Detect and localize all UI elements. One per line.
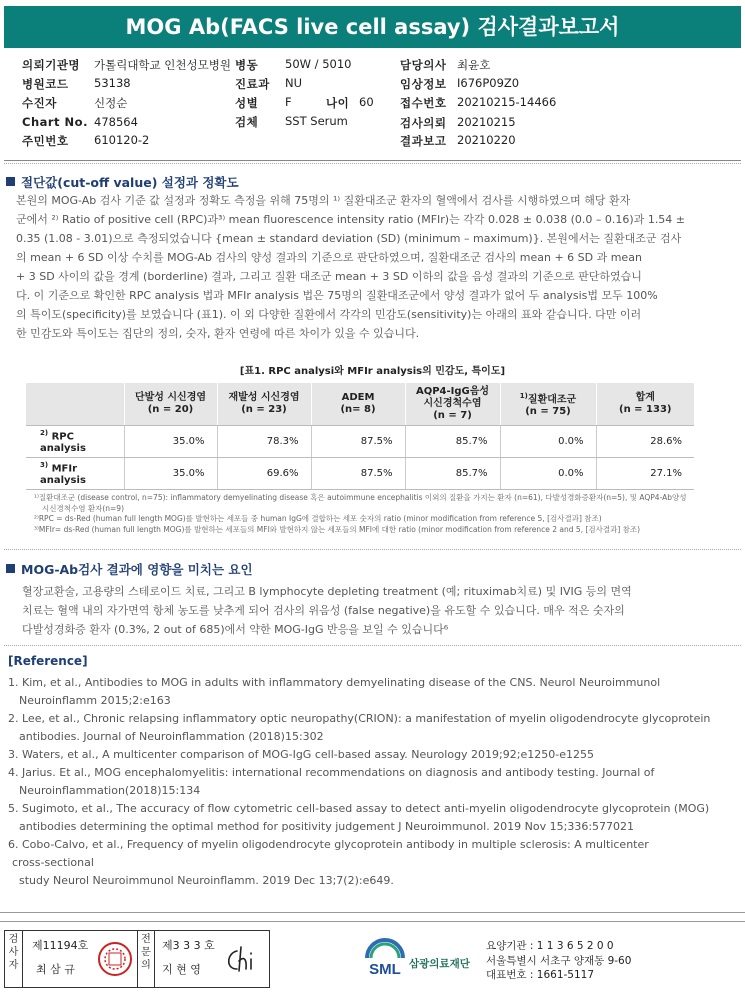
section-cutoff-heading bbox=[6, 173, 239, 191]
reference-list bbox=[8, 674, 738, 890]
physician-label: 담당의사 bbox=[400, 58, 447, 72]
org-address: 서울특별시 서초구 양재동 9-60 bbox=[486, 954, 632, 967]
reference-item-cont: study Neurol Neuroimmunol Neuroinflamm. 2019 Dec 13;7(2):e649. bbox=[19, 874, 394, 887]
sex: F bbox=[285, 95, 292, 109]
hospital-code: 53138 bbox=[94, 76, 131, 90]
row-label: MFIr analysis bbox=[40, 463, 86, 486]
table-cell: 35.0% bbox=[124, 426, 217, 458]
org-contact bbox=[486, 939, 631, 983]
requesting-org: 가톨릭대학교 인천성모병원 bbox=[94, 58, 231, 72]
reference-item: 5. Sugimoto, et al., The accuracy of flow cytometric cell-based assay to detect anti-myelin oligodendrocyte glycoprotein (MOG) bbox=[8, 802, 710, 815]
section-cutoff-heading-text: 절단값(cut-off value) 설정과 정확도 bbox=[21, 175, 239, 190]
hospital-code-label: 병원코드 bbox=[22, 77, 69, 91]
header-line: 단발성 시신경염 bbox=[134, 392, 207, 403]
examinee-label: 수진자 bbox=[22, 96, 57, 110]
table-header-cell bbox=[124, 383, 217, 426]
paragraph-line: 군에서 ²⁾ Ratio of positive cell (RPC)과³⁾ mean fluorescence intensity ratio (MFIr)는 각각 0.028 ± 0.038 (0.0 – 0.16)과 1.54 ± bbox=[16, 213, 686, 226]
receipt-label: 접수번호 bbox=[400, 96, 447, 110]
row-header bbox=[26, 426, 124, 458]
header-line: (n = 20) bbox=[147, 404, 194, 415]
physician: 최윤호 bbox=[457, 58, 491, 72]
specialist-vertical-label bbox=[137, 931, 155, 987]
header-line: 재발성 시신경염 bbox=[228, 392, 300, 403]
signature-icon bbox=[223, 943, 265, 977]
table-cell: 69.6% bbox=[217, 458, 311, 490]
section-factors-heading-text: MOG-Ab검사 결과에 영향을 미치는 요인 bbox=[21, 562, 253, 577]
footer-divider bbox=[0, 921, 745, 922]
reference-item: 6. Cobo-Calvo, et al., Frequency of myelin oligodendrocyte glycoprotein antibody in multiple sclerosis: A multicenter bbox=[8, 838, 649, 851]
org-phone: 대표번호 : 1661-5117 bbox=[486, 969, 595, 981]
footnote-marker: 1) bbox=[519, 391, 528, 400]
specialist-license: 제3 3 3 호 bbox=[162, 939, 215, 952]
signature-box bbox=[4, 930, 270, 988]
table-cell: 85.7% bbox=[405, 426, 500, 458]
vertical-char: 자 bbox=[8, 960, 19, 971]
org-code: 요양기관 : 1 1 3 6 5 2 0 0 bbox=[486, 940, 614, 952]
footnote: 시신경척수염 환자(n=9) bbox=[42, 503, 125, 513]
specimen-label: 검체 bbox=[235, 115, 259, 129]
examinee: 신정순 bbox=[94, 96, 128, 110]
paragraph-line: 의 mean + 6 SD 이상 수치를 MOG-Ab 검사의 양성 결과의 기준으로 판단하였으며, 질환대조군 검사의 mean + 6 SD 과 mean bbox=[16, 251, 642, 264]
table-header-cell bbox=[311, 383, 405, 426]
paragraph-line: 본원의 MOG-Ab 검사 기준 값 설정과 정확도 측정을 위해 75명의 ¹⁾ 질환대조군 환자의 혈액에서 검사를 시행하였으며 해당 환자 bbox=[16, 194, 631, 207]
seal-stamp-icon bbox=[95, 939, 135, 979]
table-cell: 78.3% bbox=[217, 426, 311, 458]
examiner-vertical-label bbox=[5, 931, 23, 987]
specialist-name: 지 현 영 bbox=[162, 963, 201, 976]
table-cell: 0.0% bbox=[500, 458, 596, 490]
sex-label: 성별 bbox=[235, 96, 259, 110]
examiner-name: 최 삼 규 bbox=[36, 963, 75, 976]
age-label: 나이 bbox=[326, 96, 350, 110]
table-row bbox=[26, 458, 694, 490]
sensitivity-table bbox=[26, 383, 694, 490]
table-caption: [표1. RPC analysi와 MFIr analysis의 민감도, 특이도] bbox=[239, 366, 506, 377]
logo-mark: SML bbox=[369, 961, 401, 978]
table-cell: 85.7% bbox=[405, 458, 500, 490]
footnote: ¹⁾질환대조군 (disease control, n=75): inflammatory demyelinating disease 혹은 autoimmune encephalitis 이외의 질환을 가지는 환자 (n=61), 다발성경화증환자(n=5), 및 AQP4-Ab양성 bbox=[34, 493, 687, 502]
section-cutoff-body bbox=[16, 191, 704, 343]
paragraph-line: 혈장교환술, 고용량의 스테로이드 치료, 그리고 B lymphocyte depleting treatment (예; rituximab치료) 및 IVIG 등의 면역 bbox=[22, 585, 632, 598]
reference-item: 2. Lee, et al., Chronic relapsing inflammatory optic neuropathy(CRION): a manifestation of myelin oligodendrocyte glycoprotein bbox=[8, 712, 711, 725]
dept-label: 진료과 bbox=[235, 77, 270, 91]
table-header-cell bbox=[596, 383, 694, 426]
clinical: I676P09Z0 bbox=[457, 76, 520, 90]
vertical-char: 검 bbox=[8, 934, 19, 945]
paragraph-line: 다. 이 기준으로 확인한 RPC analysis 법과 MFIr analysis 법은 75명의 질환대조군에서 양성 결과가 없어 두 analysis법 모두 100% bbox=[16, 289, 658, 302]
header-line: (n = 133) bbox=[619, 404, 672, 415]
table-header-row bbox=[26, 383, 694, 426]
vertical-char: 문 bbox=[141, 947, 151, 958]
chart-label: Chart No. bbox=[22, 115, 88, 129]
footnote-marker: 2) bbox=[40, 429, 49, 438]
request-date-label: 검사의뢰 bbox=[400, 116, 447, 130]
reference-item-cont: Neuroinflammation(2018)15:134 bbox=[19, 784, 201, 797]
paragraph-line: 한 민감도와 특이도는 집단의 정의, 숫자, 환자 연령에 따른 차이가 있을 수 있습니다. bbox=[16, 327, 420, 340]
divider-dotted bbox=[4, 163, 741, 164]
order-label: 주민번호 bbox=[22, 134, 69, 148]
table-header-cell bbox=[405, 383, 500, 426]
header-line: (n = 23) bbox=[241, 404, 287, 415]
header-line: ADEM bbox=[341, 392, 375, 403]
paragraph-line: 치료는 혈액 내의 자가면역 항체 농도를 낮추게 되어 검사의 위음성 (false negative)을 유도할 수 있습니다. 매우 적은 숫자의 bbox=[22, 604, 625, 617]
table-cell: 0.0% bbox=[500, 426, 596, 458]
clinical-label: 임상정보 bbox=[400, 77, 447, 91]
request-date: 20210215 bbox=[457, 115, 516, 129]
table-cell: 35.0% bbox=[124, 458, 217, 490]
age: 60 bbox=[359, 95, 374, 109]
header-line: 질환대조군 bbox=[527, 394, 577, 406]
square-bullet-icon bbox=[6, 177, 15, 186]
table-footnotes bbox=[34, 493, 704, 535]
table-header-cell bbox=[26, 383, 124, 426]
divider-dotted bbox=[4, 645, 741, 646]
ward-label: 병동 bbox=[235, 58, 259, 72]
row-header bbox=[26, 458, 124, 490]
reference-item-cont: cross-sectional bbox=[12, 856, 94, 869]
table-cell: 28.6% bbox=[596, 426, 694, 458]
header-line: AQP4-IgG음성 bbox=[415, 386, 490, 397]
reference-heading: [Reference] bbox=[8, 654, 88, 668]
vertical-char: 전 bbox=[141, 934, 151, 945]
paragraph-line: + 3 SD 사이의 값을 경계 (borderline) 결과, 그리고 질환 대조군 mean + 3 SD 이하의 값을 음성 결과의 기준으로 판단하였습니 bbox=[16, 270, 642, 283]
dept: NU bbox=[285, 76, 303, 90]
examiner-license: 제11194호 bbox=[32, 939, 89, 952]
org-logo bbox=[363, 938, 407, 984]
section-factors-heading bbox=[6, 560, 253, 578]
header-line: 시신경척수염 bbox=[423, 398, 482, 409]
sml-logo-icon bbox=[363, 938, 407, 980]
reference-item-cont: antibodies. Journal of Neuroinflammation (2018)15:302 bbox=[19, 730, 324, 743]
divider bbox=[4, 160, 741, 161]
reference-item-cont: Neuroinflamm 2015;2:e163 bbox=[19, 694, 171, 707]
footnote-marker: 3) bbox=[40, 461, 49, 470]
header-line: (n = 75) bbox=[525, 406, 571, 418]
paragraph-line: 다발성경화증 환자 (0.3%, 2 out of 685)에서 약한 MOG-IgG 반응을 보일 수 있습니다⁶ bbox=[22, 623, 449, 636]
header-line: 합계 bbox=[635, 392, 655, 403]
patient-info bbox=[0, 0, 745, 150]
table-header-cell bbox=[217, 383, 311, 426]
divider-dotted bbox=[4, 549, 741, 550]
table-header-cell bbox=[500, 383, 596, 426]
requesting-org-label: 의뢰기관명 bbox=[22, 58, 81, 72]
paragraph-line: 의 특이도(specificity)를 보였습니다 (표1). 이 외 다양한 질환에서 각각의 민감도(sensitivity)는 아래의 표와 같습니다. 다만 이러 bbox=[16, 308, 642, 321]
report-title: MOG Ab(FACS live cell assay) 검사결과보고서 bbox=[4, 6, 741, 48]
table-cell: 27.1% bbox=[596, 458, 694, 490]
vertical-char: 사 bbox=[8, 947, 19, 958]
ward: 50W / 5010 bbox=[285, 57, 352, 71]
vertical-char: 의 bbox=[141, 960, 151, 971]
reference-item: 4. Jarius. Et al., MOG encephalomyelitis: international recommendations on diagnosis and antibody testing. Journal of bbox=[8, 766, 655, 779]
row-label: RPC analysis bbox=[40, 431, 86, 454]
reference-item: 3. Waters, et al., A multicenter comparison of MOG-IgG cell-based assay. Neurology 2019;92;e1250-e1255 bbox=[8, 748, 594, 761]
org-name: 삼광의료재단 bbox=[409, 958, 470, 970]
footer-divider bbox=[0, 912, 745, 913]
order-number: 610120-2 bbox=[94, 133, 150, 147]
receipt-number: 20210215-14466 bbox=[457, 95, 557, 109]
section-factors-body bbox=[22, 582, 702, 639]
reference-item: 1. Kim, et al., Antibodies to MOG in adults with inflammatory demyelinating disease of the CNS. Neurol Neuroimmunol bbox=[8, 676, 661, 689]
square-bullet-icon bbox=[6, 564, 15, 573]
reference-item-cont: antibodies determining the optimal method for positivity judgement J Neuroimmunol. 2019 Nov 15;336:577021 bbox=[19, 820, 635, 833]
footnote: ²⁾RPC = ds-Red (human full length MOG)를 발현하는 세포들 중 human IgG에 결합하는 세포 숫자의 ratio (minor modification from reference 5, [검사결과] 참조) bbox=[34, 514, 602, 523]
header-line: (n = 7) bbox=[433, 410, 472, 421]
table-row bbox=[26, 426, 694, 458]
header-line: (n= 8) bbox=[340, 404, 376, 415]
table-cell: 87.5% bbox=[311, 458, 405, 490]
report-date-label: 결과보고 bbox=[400, 134, 447, 148]
chart-number: 478564 bbox=[94, 115, 138, 129]
paragraph-line: 0.35 (1.08 - 3.01)으로 측정되었습니다 {mean ± standard deviation (SD) (minimum – maximum)}. 본원에서는 질환대조군 검사 bbox=[16, 232, 682, 245]
report-date: 20210220 bbox=[457, 133, 516, 147]
specimen: SST Serum bbox=[285, 114, 348, 128]
footnote: ³⁾MFIr= ds-Red (human full length MOG)를 발현하는 세포들의 MFI와 발현하지 않는 세포들의 MFI에 대한 ratio (minor modification from reference 2 and 5, [검사결과] 참조) bbox=[34, 524, 641, 534]
table-cell: 87.5% bbox=[311, 426, 405, 458]
